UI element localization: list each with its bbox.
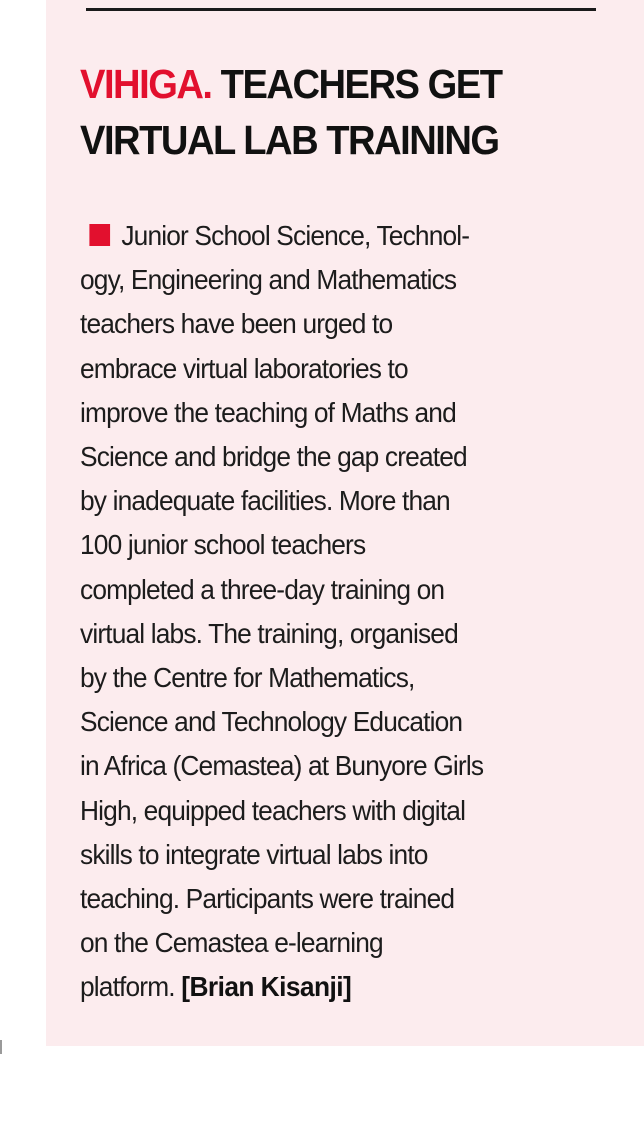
body-line: teachers have been urged to xyxy=(80,308,393,340)
article-headline xyxy=(80,56,582,168)
body-line: in Africa (Cemastea) at Bunyore Girls xyxy=(80,750,484,782)
body-line: completed a three-day training on xyxy=(80,573,445,605)
body-line: improve the teaching of Maths and xyxy=(80,396,456,428)
body-line: Science and Technology Education xyxy=(80,706,463,738)
body-line: ogy, Engineering and Mathematics xyxy=(80,264,457,296)
body-line: by the Centre for Mathematics, xyxy=(80,662,415,694)
body-line: teaching. Participants were trained xyxy=(80,883,455,915)
body-line: 100 junior school teachers xyxy=(80,529,366,561)
body-line: platform. xyxy=(80,971,175,1003)
body-line: on the Cemastea e-learning xyxy=(80,927,383,959)
body-line: Junior School Science, Technol- xyxy=(121,220,470,251)
body-line: by inadequate facilities. More than xyxy=(80,485,450,517)
top-rule xyxy=(86,8,596,11)
byline: [Brian Kisanji] xyxy=(181,971,352,1003)
edge-mark xyxy=(0,1040,2,1054)
body-line: skills to integrate virtual labs into xyxy=(80,838,428,870)
headline-kicker: VIHIGA. xyxy=(80,61,212,107)
body-line: Science and bridge the gap created xyxy=(80,441,467,473)
headline-line-1: TEACHERS GET xyxy=(220,61,502,107)
red-square-bullet-icon xyxy=(89,224,110,246)
body-line: embrace virtual laboratories to xyxy=(80,352,408,384)
headline-line-2: VIRTUAL LAB TRAINING xyxy=(80,117,499,163)
body-line: virtual labs. The training, organised xyxy=(80,617,458,649)
body-line: High, equipped teachers with digital xyxy=(80,794,466,826)
article-body xyxy=(80,214,578,1010)
